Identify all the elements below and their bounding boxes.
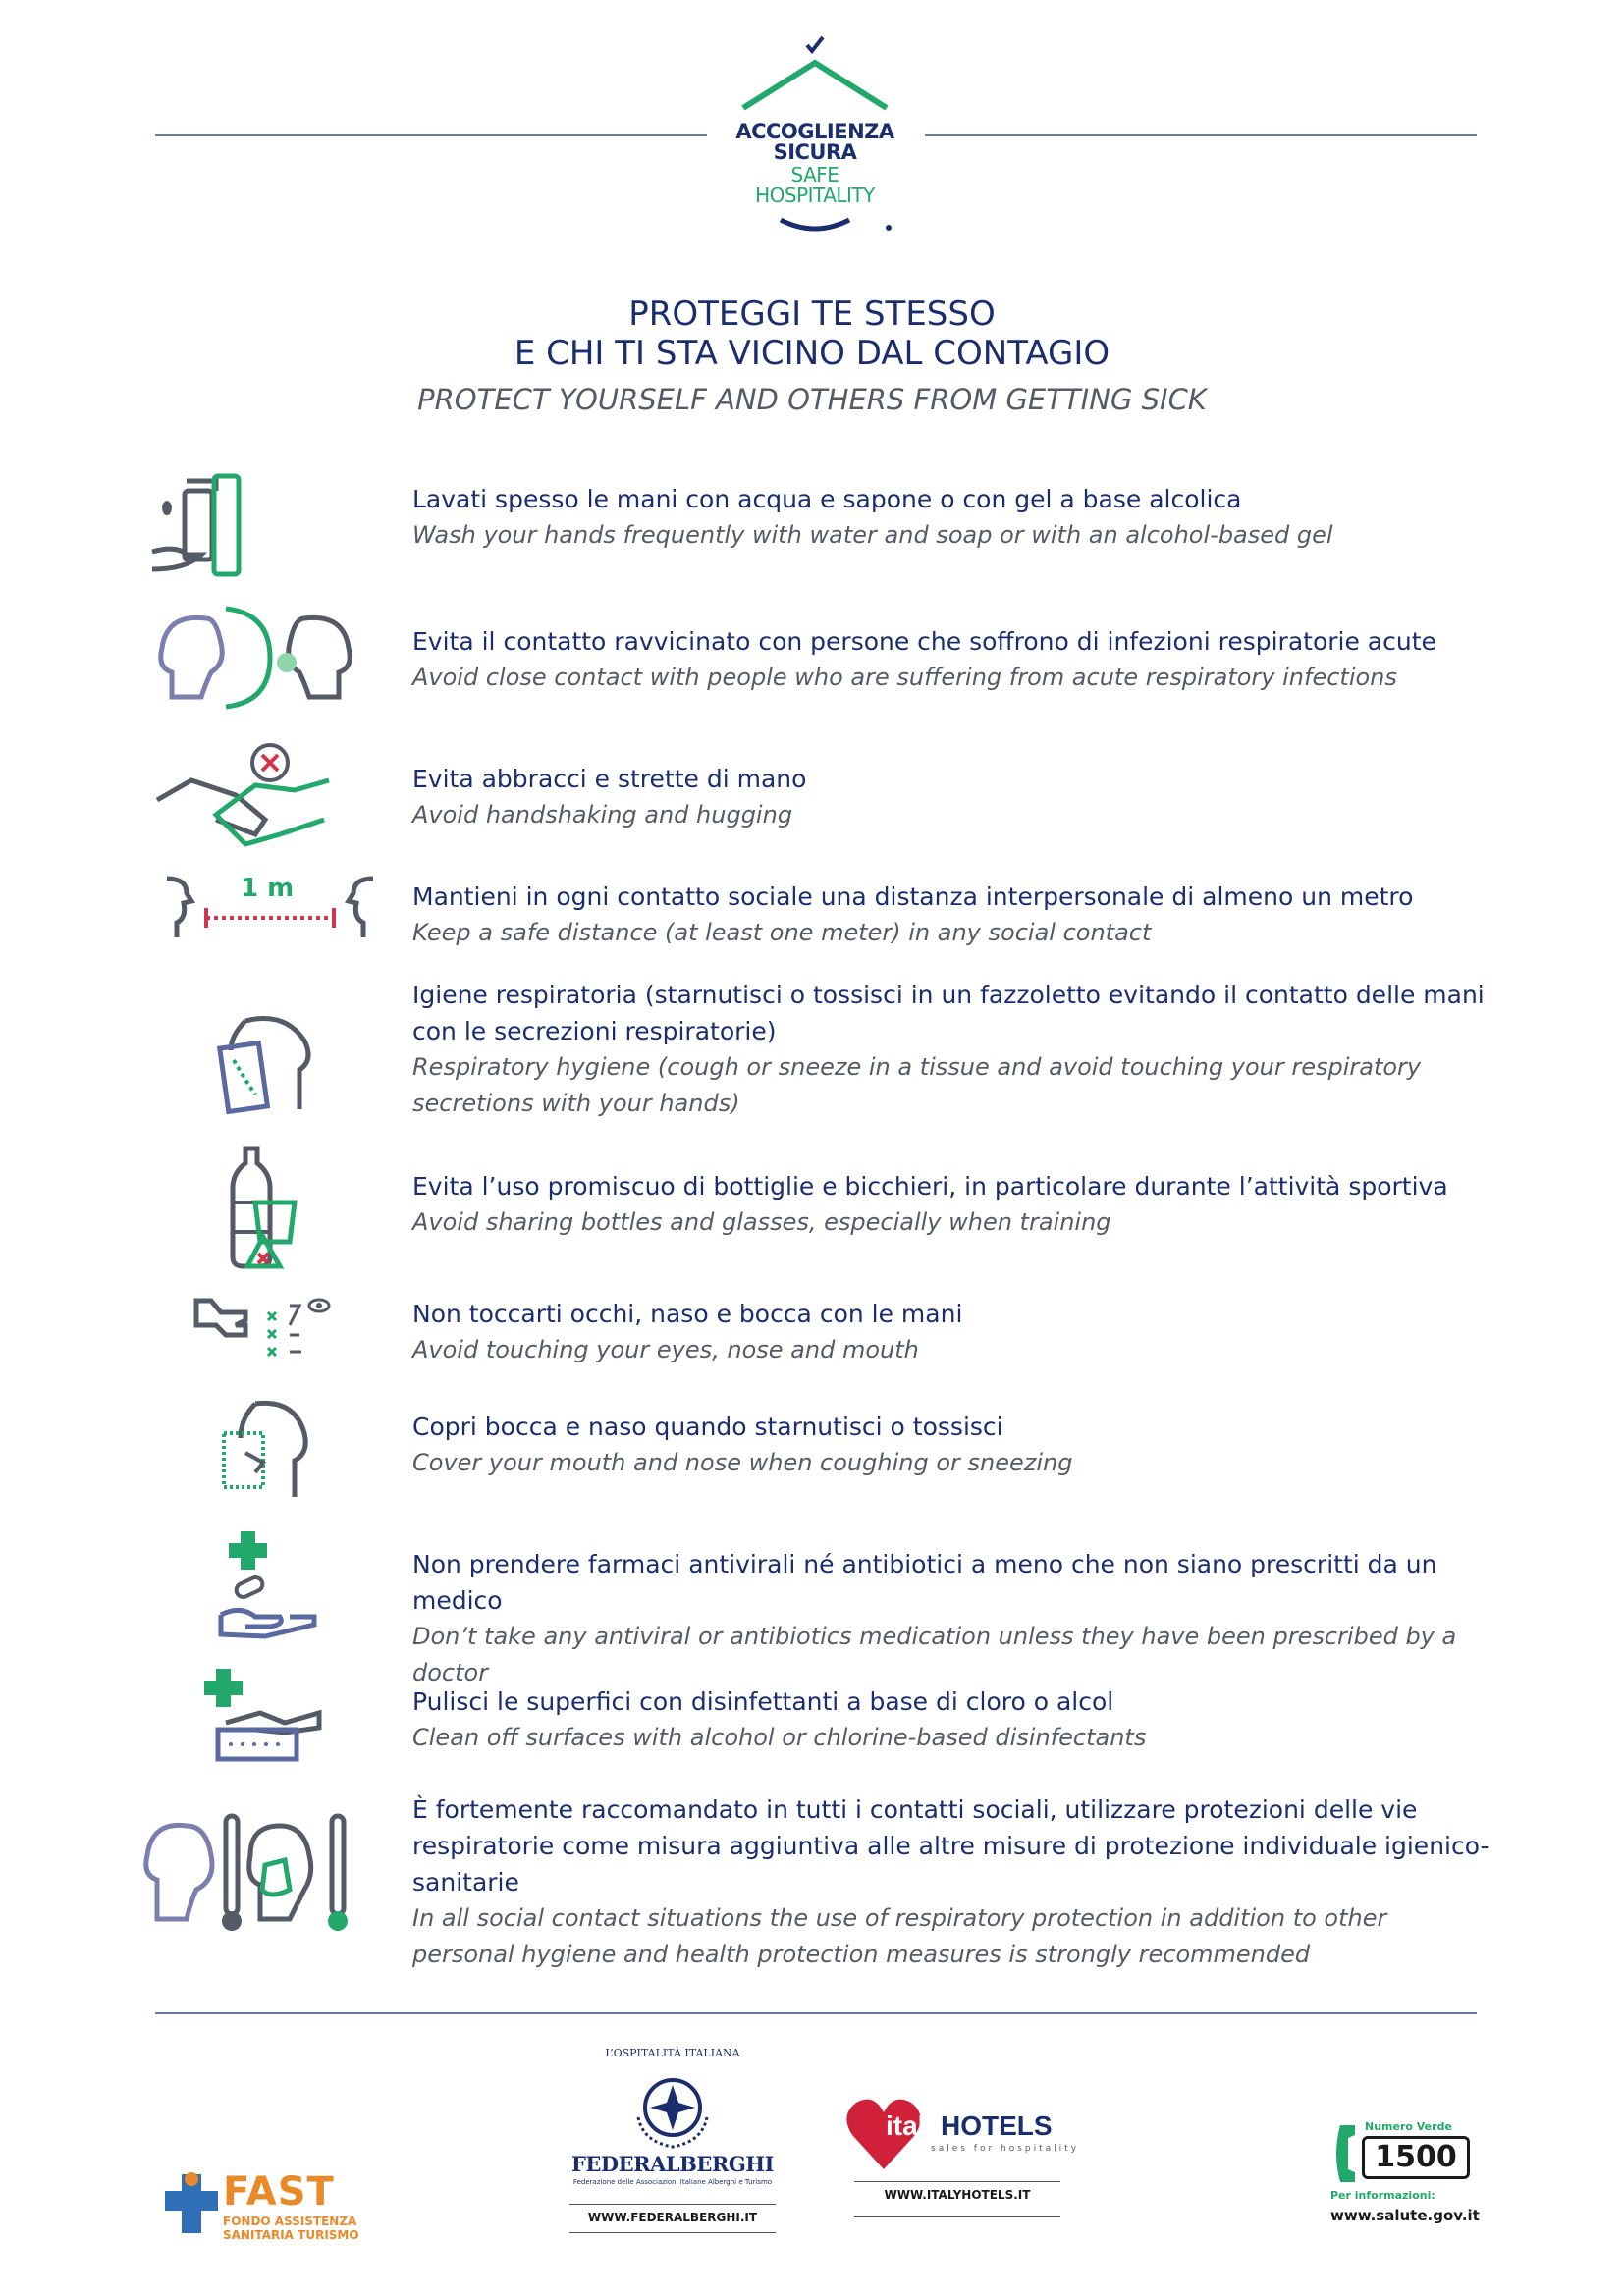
bottle-glass-icon <box>147 1144 373 1271</box>
item-english-text: Cover your mouth and nose when coughing or sneezing <box>412 1449 1073 1476</box>
tissue-cough-icon <box>147 1001 373 1119</box>
item-english-text: Clean off surfaces with alcohol or chlorine-based disinfectants <box>412 1724 1147 1751</box>
numero-verde-label: Numero Verde <box>1365 2120 1452 2133</box>
item-italian-text: Pulisci le superfici con disinfettanti a base di cloro o alcol <box>412 1687 1114 1716</box>
item-italian-text: Mantieni in ogni contatto sociale una distanza interpersonale di almeno un metro <box>412 882 1414 911</box>
heads-respiratory-icon <box>147 604 373 712</box>
medicine-hand-icon <box>147 1526 373 1644</box>
item-italian-text: È fortemente raccomandato in tutti i contatti sociali, utilizzare protezioni delle vie respiratorie come misura aggiuntiva alle altre misure di protezione individuale igienico-sanitarie <box>412 1795 1489 1896</box>
italyhotels-tagline: sales for hospitality <box>931 2144 1080 2154</box>
disinfect-surface-icon <box>147 1669 373 1767</box>
item-italian-text: Non toccarti occhi, naso e bocca con le mani <box>412 1300 963 1328</box>
item-english-text: Avoid sharing bottles and glasses, especially when training <box>412 1208 1111 1236</box>
item-italian-text: Non prendere farmaci antivirali né antibiotici a meno che non siano prescritti da un medico <box>412 1550 1437 1615</box>
page-title-line-1: PROTEGGI TE STESSO <box>628 294 996 334</box>
numero-verde-info: Per informazioni: <box>1330 2189 1435 2202</box>
numero-verde-url[interactable]: www.salute.gov.it <box>1330 2207 1480 2224</box>
one-meter-label: 1 m <box>241 874 295 903</box>
item-english-text: Respiratory hygiene (cough or sneeze in a tissue and avoid touching your respiratory secretions with your hands) <box>412 1053 1422 1117</box>
italyhotels-url[interactable]: WWW.ITALYHOTELS.IT <box>884 2188 1031 2202</box>
federalberghi-url[interactable]: WWW.FEDERALBERGHI.IT <box>587 2211 758 2224</box>
page-subtitle: PROTECT YOURSELF AND OTHERS FROM GETTING SICK <box>417 383 1207 416</box>
item-italian-text: Copri bocca e naso quando starnutisci o tossisci <box>412 1413 1003 1441</box>
fast-name: FAST <box>223 2169 335 2215</box>
logo-line-accoglienza: ACCOGLIENZA <box>735 120 894 143</box>
logo-line-sicura: SICURA <box>773 140 857 164</box>
item-italian-text: Evita l’uso promiscuo di bottiglie e bicchieri, in particolare durante l’attività sportiva <box>412 1172 1448 1201</box>
page-title-line-2: E CHI TI STA VICINO DAL CONTAGIO <box>514 334 1110 373</box>
italyhotels-name-b: HOTELS <box>941 2110 1053 2141</box>
federalberghi-sub: Federazione delle Associazioni Italiane Alberghi e Turismo <box>572 2178 773 2186</box>
fast-cross-icon <box>162 2169 221 2238</box>
hand-pointing-face-icon <box>191 1291 417 1364</box>
item-english-text: In all social contact situations the use of respiratory protection in addition to other personal hygiene and health protection measures is strongly recommended <box>412 1904 1387 1968</box>
item-italian-text: Igiene respiratoria (starnutisci o tossisci in un fazzoletto evitando il contatto delle mani con le secrezioni respiratorie) <box>412 981 1485 1045</box>
numero-verde-number: 1500 <box>1362 2136 1470 2179</box>
fast-line-1: FONDO ASSISTENZA <box>223 2215 357 2228</box>
header-rule-right <box>925 134 1477 136</box>
federalberghi-emblem-icon <box>628 2063 717 2152</box>
item-english-text: Wash your hands frequently with water and soap or with an alcohol-based gel <box>412 521 1333 549</box>
handshake-icon <box>147 741 373 854</box>
item-english-text: Avoid handshaking and hugging <box>412 801 793 828</box>
item-english-text: Avoid close contact with people who are suffering from acute respiratory infections <box>412 664 1397 691</box>
item-english-text: Don’t take any antiviral or antibiotics medication unless they have been prescribed by a doctor <box>412 1623 1457 1686</box>
federalberghi-arc-text: L’OSPITALITÀ ITALIANA <box>605 2047 740 2059</box>
federalberghi-name: FEDERALBERGHI <box>571 2152 774 2176</box>
italyhotels-name-a: italy <box>886 2110 942 2141</box>
item-english-text: Avoid touching your eyes, nose and mouth <box>412 1336 919 1363</box>
federalberghi-logo <box>565 2047 781 2233</box>
item-italian-text: Evita abbracci e strette di mano <box>412 765 807 793</box>
header-rule-left <box>155 134 707 136</box>
item-english-text: Keep a safe distance (at least one meter) in any social contact <box>412 919 1152 946</box>
item-italian-text: Lavati spesso le mani con acqua e sapone o con gel a base alcolica <box>412 485 1242 513</box>
logo-line-safe: SAFE <box>790 163 839 187</box>
footer-rule <box>155 2012 1477 2014</box>
accoglienza-sicura-logo <box>717 29 913 240</box>
cover-mouth-icon <box>147 1394 373 1502</box>
item-italian-text: Evita il contatto ravvicinato con persone che soffrono di infezioni respiratorie acute <box>412 627 1436 656</box>
logo-line-hospitality: HOSPITALITY <box>755 184 875 207</box>
fast-line-2: SANITARIA TURISMO <box>223 2228 359 2242</box>
mask-thermometer-icon <box>142 1811 368 1939</box>
hand-washing-icon <box>147 461 373 584</box>
